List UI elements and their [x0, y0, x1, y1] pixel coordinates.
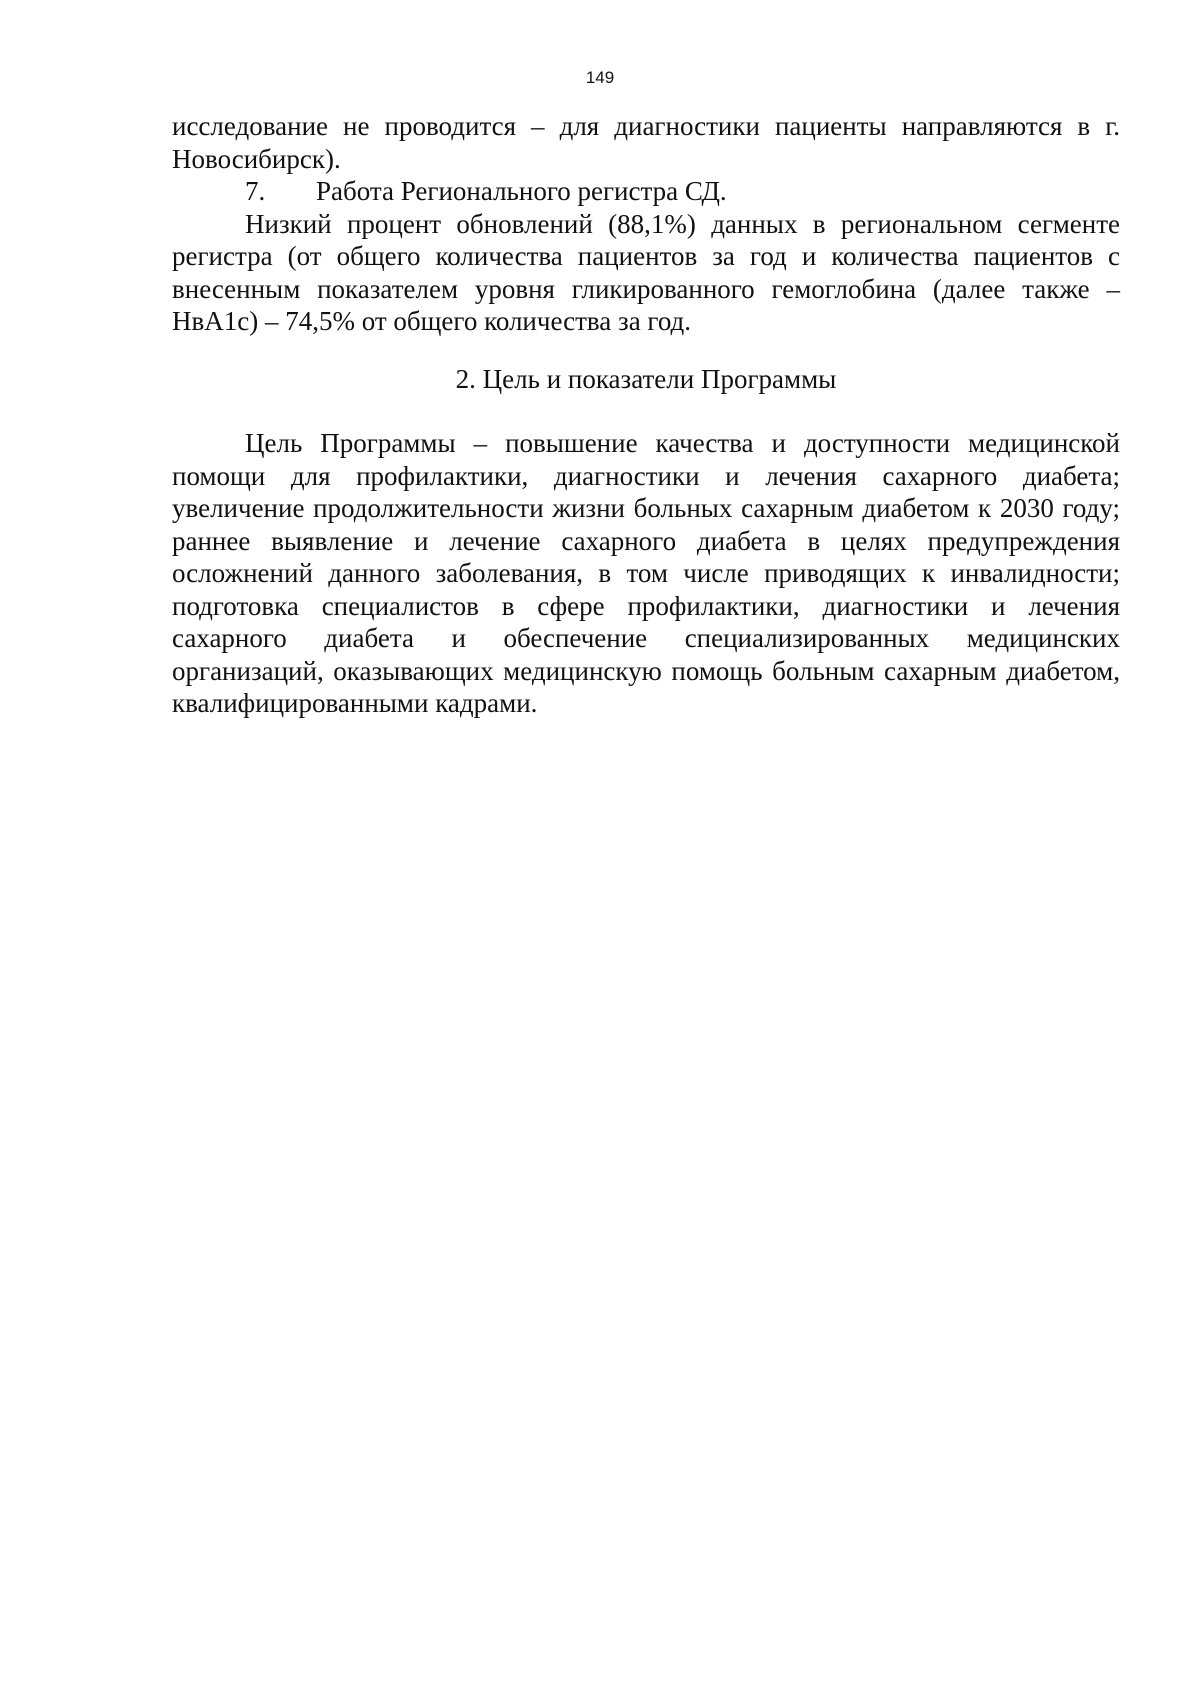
list-item-7 [172, 175, 1120, 208]
page-content [172, 110, 1120, 720]
continued-paragraph: исследование не проводится – для диагностики пациенты направляются в г. Новосибирск). [172, 111, 1120, 174]
page-number: 149 [585, 68, 615, 87]
goal-paragraph: Цель Программы – повышение качества и доступности медицинской помощи для профилактики, диагностики и лечения сахарного диабета; увеличение продолжительности жизни больных сахарным диабетом к 2030 году; раннее выявление и лечение сахарного диабета в целях предупреждения осложнений данного заболевания, в том числе приводящих к инвалидности; подготовка специалистов в сфере профилактики, диагностики и лечения сахарного диабета и обеспечение специализированных медицинских организаций, оказывающих медицинскую помощь больным сахарным диабетом, квалифицированными кадрами. [172, 428, 1120, 718]
registry-paragraph: Низкий процент обновлений (88,1%) данных в региональном сегменте регистра (от общего количества пациентов за год и количества пациентов с внесенным показателем уровня гликированного гемоглобина (далее также – НвА1с) – 74,5% от общего количества за год. [172, 208, 1120, 336]
list-item-number: 7. [245, 176, 266, 206]
section-title: 2. Цель и показатели Программы [455, 363, 837, 394]
list-item-text: Работа Регионального регистра СД. [316, 176, 727, 206]
